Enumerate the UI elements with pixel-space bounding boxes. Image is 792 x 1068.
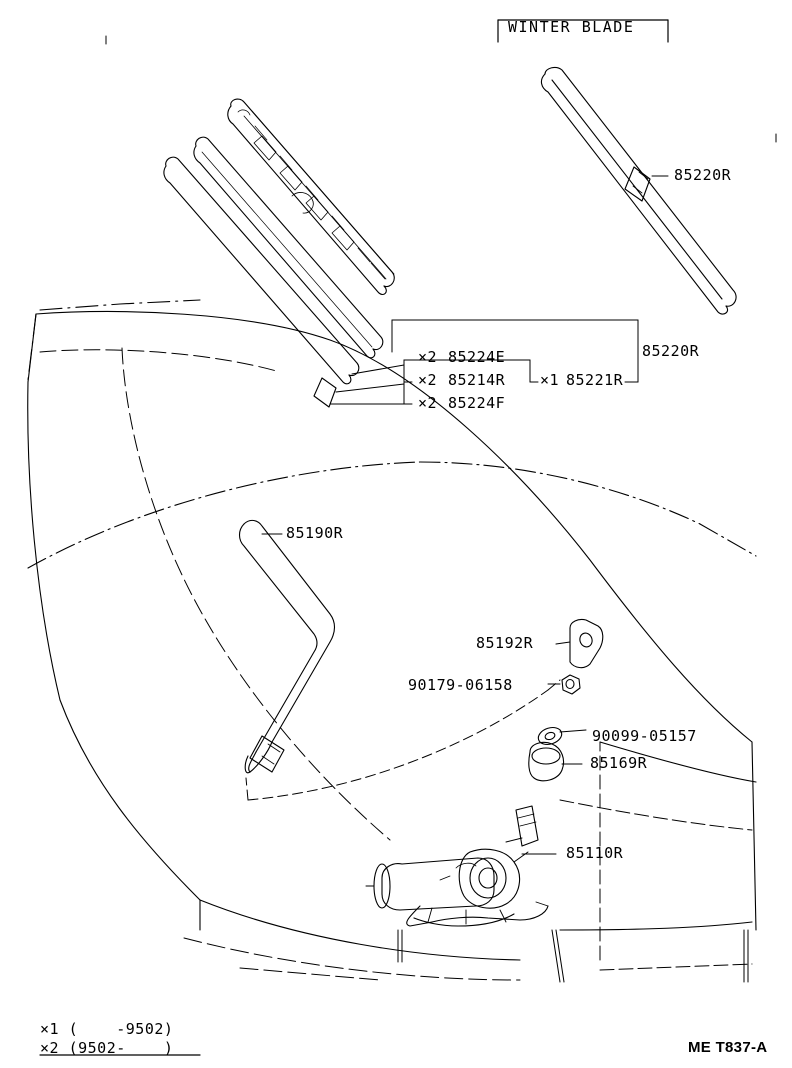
label-85192R: 85192R bbox=[476, 634, 534, 652]
footnote-2: ×2 (9502- ) bbox=[40, 1039, 174, 1057]
label-90099-05157: 90099-05157 bbox=[592, 727, 697, 745]
label-85220R-blade-assy: 85220R bbox=[642, 342, 700, 360]
drawing-code: ME T837-A bbox=[688, 1039, 768, 1056]
label-85224E: 85224E bbox=[448, 348, 506, 366]
qty-mark-3: ×2 bbox=[418, 394, 438, 412]
qty-mark-1: ×2 bbox=[418, 348, 438, 366]
label-90179-06158: 90179-06158 bbox=[408, 676, 513, 694]
label-85214R: 85214R bbox=[448, 371, 506, 389]
label-85110R: 85110R bbox=[566, 844, 624, 862]
label-85169R: 85169R bbox=[590, 754, 648, 772]
label-85224F: 85224F bbox=[448, 394, 506, 412]
label-85220R-winter: 85220R bbox=[674, 166, 732, 184]
qty-mark-2: ×2 bbox=[418, 371, 438, 389]
winter-blade-title: WINTER BLADE bbox=[508, 18, 635, 36]
label-85221R: 85221R bbox=[566, 371, 624, 389]
footnote-1: ×1 ( -9502) bbox=[40, 1020, 174, 1038]
ref-mark-1: ×1 bbox=[540, 371, 560, 389]
label-85190R: 85190R bbox=[286, 524, 344, 542]
